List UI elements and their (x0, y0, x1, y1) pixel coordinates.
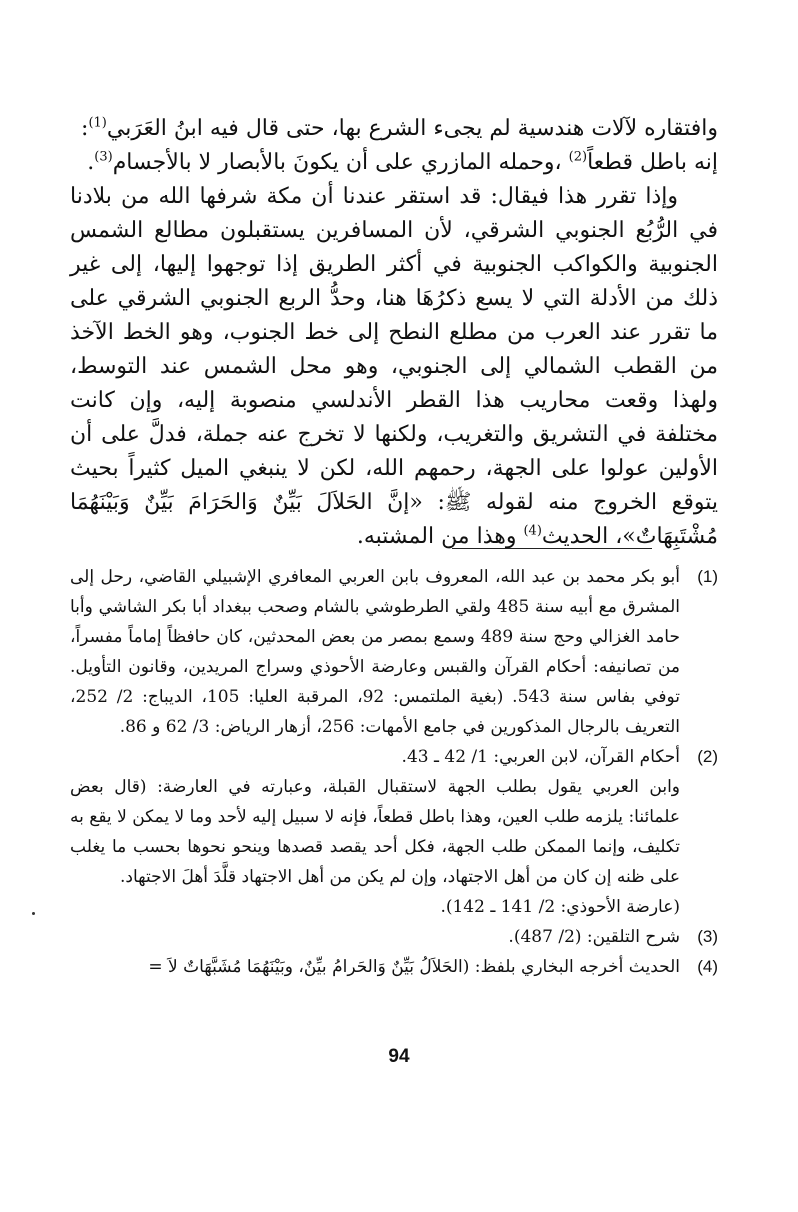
footnote-2-number: (2) (697, 747, 718, 766)
paragraph-2 (70, 180, 718, 554)
footnote-4-number: (4) (697, 957, 718, 976)
footnote-2-line-2: وابن العربي يقول بطلب الجهة لاستقبال القبلة، وعبارته في العارضة: (قال بعض علمائنا: يلزمه طلب العين، وهذا باطل قطعاً، فإنه لا سبيل إليه لأحد وما لا يمكن لا يقع به تكليف، وإنما الممكن طلب الجهة، فكل أحد يقصد قصدها وينحو نحوها بحسب ما يغلب على ظنه إن كان من أهل الاجتهاد، وإن لم يكن من أهل الاجتهاد قلَّدَ أهلَ الاجتهاد. (70, 777, 680, 887)
paragraph-1 (70, 112, 718, 180)
footnote-2-line-3: (عارضة الأحوذي: 2/ 141 ـ 142). (440, 897, 680, 917)
paragraph-1-text-c: إنه باطل قطعاً (587, 150, 718, 175)
footnote-3 (70, 922, 718, 952)
footnote-ref-3: (3) (94, 149, 113, 165)
footnote-ref-2: (2) (568, 149, 588, 165)
footnote-1-number: (1) (697, 567, 718, 586)
page-number: 94 (388, 1046, 410, 1067)
footnote-3-number: (3) (697, 927, 718, 946)
paragraph-2-text-a: وإذا تقرر هذا فيقال: قد استقر عندنا أن مكة شرفها الله من بلادنا في الرُّبُع الجنوبي الشرقي، لأن المسافرين يستقبلون مطالع الشمس الجنوبية والكواكب الجنوبية في أكثر الطريق إذا توجهوا إليها، إلى غير ذلك من الأدلة التي لا يسع ذكرُهَا هنا، وحدُّ الربع الجنوبي الشرقي على ما تقرر عند العرب من مطلع النطح إلى خط الجنوب، وهو الخط الآخذ من القطب الشمالي إلى الجنوبي، وهو محل الشمس عند التوسط، ولهذا وقعت محاريب هذا القطر الأندلسي منصوبة إليه، وإن كانت مختلفة في التشريق والتغريب، ولكنها لا تخرج عنه جملة، فدلَّ على أن الأولين عولوا على الجهة، رحمهم الله، لكن لا ينبغي الميل كثيراً بحيث يتوقع الخروج منه لقوله ﷺ: «إنَّ الحَلاَلَ بَيِّنٌ وَالحَرَامَ بَيِّنٌ وَبَيْنَهُمَا مُشْتَبِهَاتٌ»، الحديث (70, 184, 718, 549)
footnote-ref-4: (4) (523, 523, 542, 539)
footnote-separator (452, 548, 652, 549)
footnote-1-text: أبو بكر محمد بن عبد الله، المعروف بابن العربي المعافري الإشبيلي القاضي، رحل إلى المشرق مع أبيه سنة 485 ولقي الطرطوشي بالشام وصحب ببغداد أبا بكر الشاشي وأبا حامد الغزالي وحج سنة 489 وسمع بمصر من بعض المحدثين، كان حافظاً إماماً مفسراً، من تصانيفه: أحكام القرآن والقبس وعارضة الأحوذي وسراج المريدين، وقانون التأويل. توفي بفاس سنة 543. (بغية الملتمس: 92، المرقبة العليا: 105، الديباج: 2/ 252، التعريف بالرجال المذكورين في جامع الأمهات: 256، أزهار الرياض: 3/ 62 و 86. (70, 567, 680, 737)
footnotes (70, 562, 718, 982)
paragraph-1-colon: : (81, 116, 89, 141)
footnote-4-text: الحديث أخرجه البخاري بلفظ: (الحَلاَلُ بَيِّنٌ وَالحَرامُ بيِّنٌ، وبَيْنَهُمَا مُشَبَّهَاتٌ لاَ = (148, 957, 680, 977)
main-text (70, 112, 718, 554)
paragraph-2-text-b: وهذا من المشتبه. (356, 524, 524, 549)
footnote-3-text: شرح التلقين: (2/ 487). (508, 927, 680, 947)
footnote-2 (70, 742, 718, 772)
footnote-ref-1: (1) (88, 115, 107, 131)
scan-speck (32, 912, 35, 915)
footnote-1 (70, 562, 718, 742)
paragraph-1-text-a: وافتقاره لآلات هندسية لم يجىء الشرع بها، حتى قال فيه ابنُ العَرَبي (106, 116, 718, 141)
footnote-4 (70, 952, 718, 982)
footnote-2-line-1: أحكام القرآن، لابن العربي: 1/ 42 ـ 43. (401, 747, 680, 767)
paragraph-1-text-d: ،وحمله المازري على أن يكونَ بالأبصار لا بالأجسام (112, 150, 562, 175)
paragraph-1-end: . (87, 150, 95, 175)
